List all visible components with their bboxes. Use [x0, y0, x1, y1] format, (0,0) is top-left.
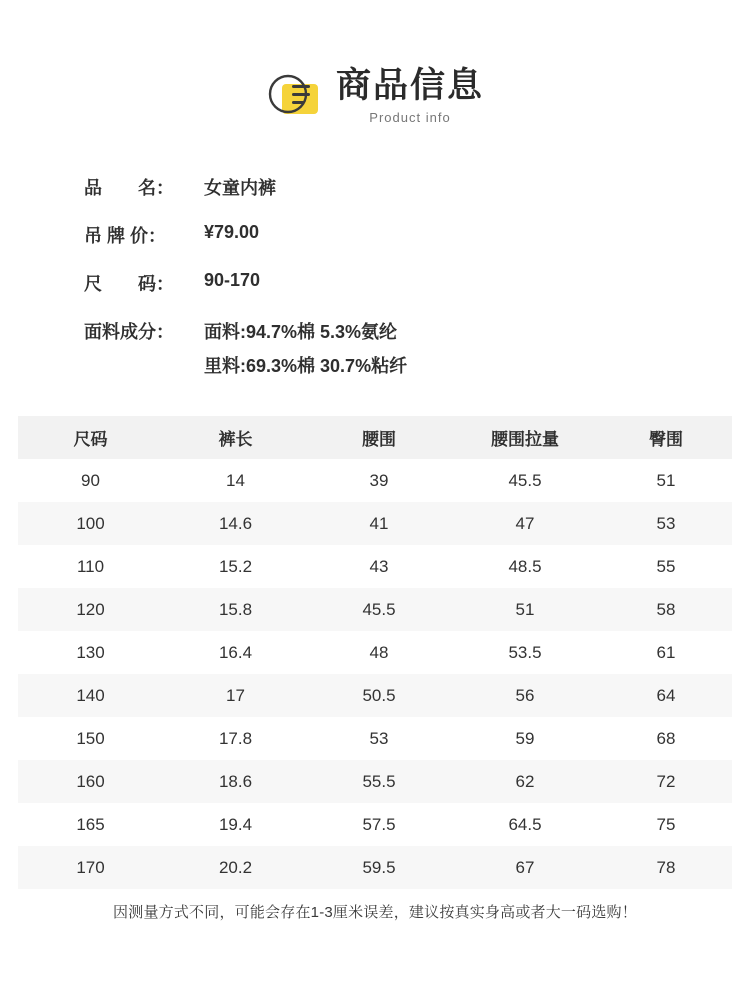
table-cell: 78: [656, 857, 676, 877]
table-cell: 58: [656, 599, 676, 619]
table-row: [18, 545, 732, 588]
page-header: [0, 68, 750, 124]
table-cell: 140: [76, 685, 105, 705]
info-label: 品 名：: [84, 178, 174, 198]
table-cell: 110: [76, 556, 105, 576]
table-row: [18, 631, 732, 674]
table-cell: 48: [369, 642, 389, 662]
table-header-cell: 腰围拉量: [491, 430, 559, 449]
table-cell: 59: [515, 728, 535, 748]
table-cell: 100: [76, 513, 105, 533]
info-value: [204, 270, 260, 291]
info-value-line: 里料:69.3%棉 30.7%粘纤: [204, 356, 408, 376]
table-cell: 170: [76, 857, 105, 877]
table-cell: 130: [76, 642, 105, 662]
info-row-product-name: [84, 174, 750, 200]
table-cell: 120: [76, 599, 105, 619]
table-cell: 41: [369, 513, 389, 533]
table-row: [18, 803, 732, 846]
measurement-note: 因测量方式不同，可能会存在1-3厘米误差，建议按真实身高或者大一码选购！: [113, 904, 637, 921]
table-header-cell: 尺码: [73, 430, 108, 449]
table-row: [18, 502, 732, 545]
table-cell: 68: [656, 728, 676, 748]
table-row: [18, 459, 732, 502]
table-header-cell: 裤长: [218, 430, 253, 449]
page-title: 商品信息: [335, 66, 484, 105]
table-cell: 47: [515, 513, 535, 533]
table-cell: 19.4: [218, 814, 253, 834]
table-cell: 150: [76, 728, 105, 748]
table-cell: 57.5: [362, 814, 396, 834]
page-subtitle: Product info: [369, 110, 451, 125]
info-value-line: ¥79.00: [204, 222, 260, 242]
table-row: [18, 846, 732, 889]
table-cell: 51: [656, 470, 676, 490]
table-cell: 55: [656, 556, 676, 576]
table-cell: 17: [226, 685, 245, 705]
table-cell: 64: [656, 685, 676, 705]
info-value-line: 90-170: [204, 270, 261, 290]
table-cell: 43: [369, 556, 389, 576]
table-cell: 20.2: [218, 857, 253, 877]
table-cell: 75: [656, 814, 676, 834]
table-cell: 165: [76, 814, 105, 834]
table-cell: 53: [369, 728, 389, 748]
table-cell: 39: [369, 470, 389, 490]
info-row-tag-price: [84, 222, 750, 248]
table-cell: 62: [515, 771, 535, 791]
info-label: 面料成分：: [84, 322, 174, 342]
table-cell: 14.6: [218, 513, 253, 533]
table-row: [18, 717, 732, 760]
table-cell: 59.5: [362, 857, 396, 877]
product-info-list: [0, 174, 750, 378]
table-cell: 90: [81, 470, 100, 490]
table-cell: 15.8: [218, 599, 253, 619]
title-group: [336, 68, 484, 124]
table-cell: 15.2: [218, 556, 253, 576]
info-row-fabric: [84, 318, 750, 378]
table-cell: 56: [515, 685, 535, 705]
product-info-logo-icon: [266, 68, 322, 124]
info-value-line: 面料:94.7%棉 5.3%氨纶: [204, 322, 398, 342]
table-cell: 51: [515, 599, 535, 619]
table-cell: 53.5: [508, 642, 542, 662]
table-row: [18, 588, 732, 631]
info-value: [204, 174, 276, 200]
info-value: [204, 318, 407, 378]
table-cell: 48.5: [508, 556, 542, 576]
table-cell: 18.6: [218, 771, 253, 791]
table-row: [18, 674, 732, 717]
table-row: [18, 760, 732, 803]
table-header-cell: 臀围: [649, 430, 683, 449]
info-value: [204, 222, 259, 243]
table-header-row: [18, 416, 732, 459]
table-cell: 45.5: [508, 470, 542, 490]
info-label: 吊 牌 价：: [84, 226, 167, 246]
table-cell: 160: [76, 771, 105, 791]
size-chart-table: [18, 416, 732, 889]
table-cell: 53: [656, 513, 676, 533]
info-label: 尺 码：: [84, 274, 174, 294]
info-value-line: 女童内裤: [204, 178, 276, 198]
table-cell: 45.5: [362, 599, 396, 619]
table-cell: 64.5: [508, 814, 542, 834]
table-cell: 14: [226, 470, 245, 490]
table-cell: 61: [656, 642, 676, 662]
table-header-cell: 腰围: [362, 430, 396, 449]
table-cell: 67: [515, 857, 535, 877]
table-cell: 16.4: [218, 642, 253, 662]
table-cell: 72: [656, 771, 676, 791]
info-row-size-range: [84, 270, 750, 296]
table-cell: 17.8: [218, 728, 253, 748]
table-cell: 55.5: [362, 771, 396, 791]
table-cell: 50.5: [362, 685, 396, 705]
